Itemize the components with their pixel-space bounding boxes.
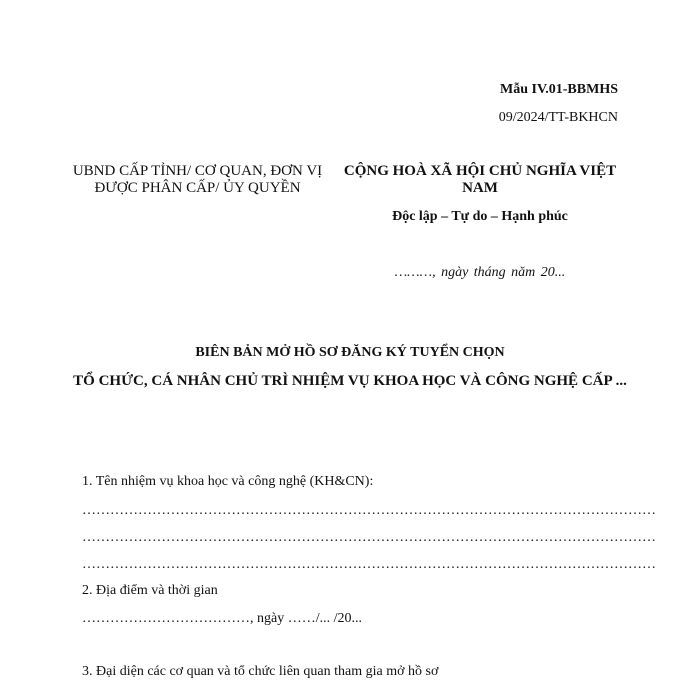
section-2-label: 2. Địa điểm và thời gian [82, 583, 218, 598]
national-title: CỘNG HOÀ XÃ HỘI CHỦ NGHĨA VIỆT NAM [343, 163, 617, 196]
section-1-fill-line-2: …………………………………………………………………………………………………………… [82, 530, 656, 545]
national-motto: Độc lập – Tự do – Hạnh phúc [392, 209, 568, 224]
place-date-line: ………, ngày tháng năm 20... [394, 265, 566, 280]
circular-number: 09/2024/TT-BKHCN [498, 110, 618, 125]
issuing-agency: UBND CẤP TỈNH/ CƠ QUAN, ĐƠN VỊ ĐƯỢC PHÂN CẤP/ ỦY QUYỀN [72, 163, 323, 196]
section-2-value: ………………………………, ngày ……/... /20... [82, 611, 362, 626]
document-subtitle: TỔ CHỨC, CÁ NHÂN CHỦ TRÌ NHIỆM VỤ KHOA HỌC VÀ CÔNG NGHỆ CẤP ... [73, 373, 627, 389]
document-title: BIÊN BẢN MỞ HỒ SƠ ĐĂNG KÝ TUYỂN CHỌN [195, 345, 505, 360]
section-1-label: 1. Tên nhiệm vụ khoa học và công nghệ (KH&CN): [82, 474, 374, 489]
form-code: Mẫu IV.01-BBMHS [500, 82, 618, 97]
section-1-fill-line-1: …………………………………………………………………………………………………………… [82, 503, 656, 518]
section-1-fill-line-3: …………………………………………………………………………………………………………… [82, 557, 656, 572]
section-3-label: 3. Đại diện các cơ quan và tổ chức liên quan tham gia mở hồ sơ [82, 664, 439, 679]
